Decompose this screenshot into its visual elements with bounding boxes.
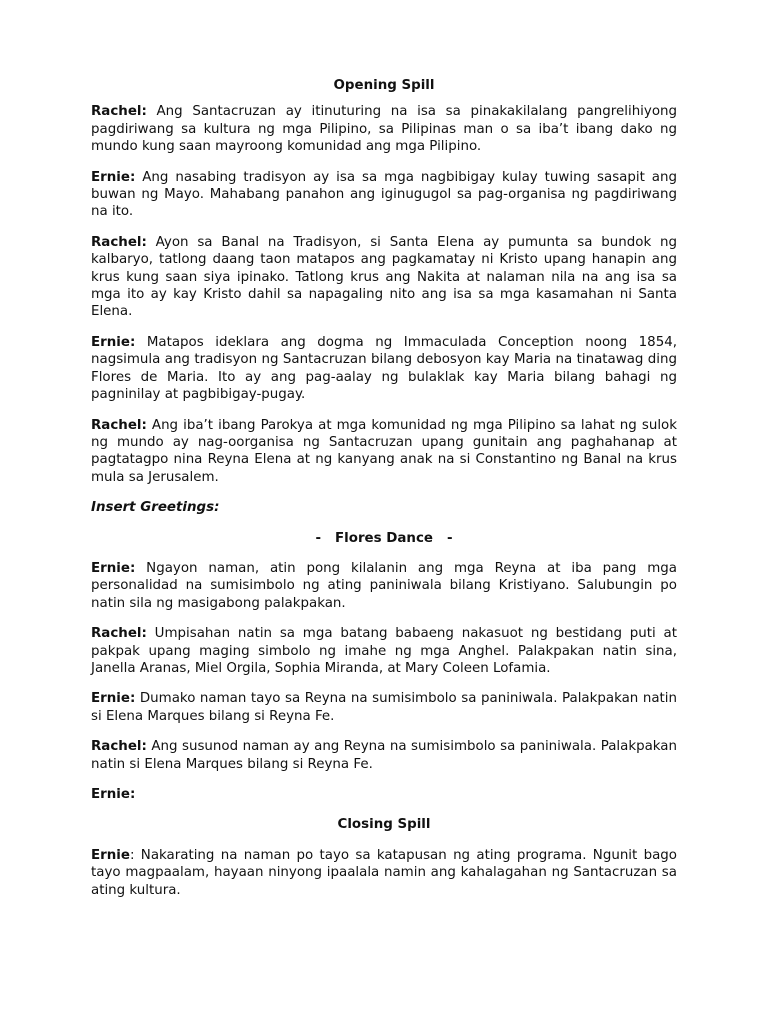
speaker-label: Ernie:	[91, 691, 136, 707]
speaker-label: Rachel:	[91, 104, 147, 120]
opening-spill-heading: Opening Spill	[333, 78, 435, 93]
paragraph-text: Ang Santacruzan ay itinuturing na isa sa pinakakilalang pangrelihiyong pagdiriwang sa kultura ng mga Pilipino, sa Pilipinas man o sa iba’t ibang dako ng mundo kung saan mayroong komunidad ang mga Pilipino.	[91, 104, 677, 155]
speaker-label: Ernie:	[91, 169, 136, 185]
paragraph-text: : Nakarating na naman po tayo sa katapusan ng ating programa. Ngunit bago tayo magpaalam, hayaan ninyong ipaalala namin ang kahalagahan ng Santacruzan sa ating kultura.	[91, 847, 677, 898]
document-page	[91, 77, 677, 912]
speaker-label: Ernie:	[91, 787, 136, 802]
paragraph-text: Dumako naman tayo sa Reyna na sumisimbolo sa paniniwala. Palakpakan natin si Elena Marques bilang si Reyna Fe.	[91, 691, 677, 724]
speaker-label: Rachel:	[91, 626, 147, 642]
paragraph	[91, 786, 677, 803]
paragraph-text: Umpisahan natin sa mga batang babaeng nakasuot ng bestidang puti at pakpak upang maging simbolo ng imahe ng mga Anghel. Palakpakan natin sina, Janella Aranas, Miel Orgila, Sophia Miranda, at Mary Coleen Lofamia.	[91, 626, 677, 676]
paragraph	[91, 169, 677, 221]
paragraph	[91, 560, 677, 612]
paragraph	[91, 234, 677, 321]
speaker-label: Rachel:	[91, 417, 147, 433]
paragraph-text: Ang nasabing tradisyon ay isa sa mga nagbibigay kulay tuwing sasapit ang buwan ng Mayo. Mahabang panahon ang iginugugol sa pag-organisa ng pagdiriwang na ito.	[91, 169, 677, 220]
speaker-label: Ernie	[91, 847, 130, 863]
speaker-label: Rachel:	[91, 234, 147, 250]
paragraph	[91, 625, 677, 677]
paragraph-text: Matapos ideklara ang dogma ng Immaculada Conception noong 1854, nagsimula ang tradisyon ng Santacruzan bilang debosyon kay Maria na tinatawag ding Flores de Maria. Ito ay ang pag-aalay ng bulaklak kay Maria bilang bahagi ng pagninilay at pagbibigay-pugay.	[91, 334, 677, 403]
paragraph-text: Ayon sa Banal na Tradisyon, si Santa Elena ay pumunta sa bundok ng kalbaryo, tatlong daang taon matapos ang pagkamatay ni Kristo upang hanapin ang krus kung saan siya ipinako. Tatlong krus ang Nakita at nalaman nila na ang isa sa mga ito ay kay Kristo dahil sa napagaling nito ang isa sa mga kasamahan ni Santa Elena.	[91, 234, 677, 320]
speaker-label: Ernie:	[91, 334, 136, 350]
insert-greetings-label: Insert Greetings:	[91, 500, 220, 516]
paragraph	[91, 738, 677, 773]
closing-spill-heading: Closing Spill	[337, 817, 431, 833]
paragraph	[91, 847, 677, 899]
paragraph	[91, 334, 677, 404]
paragraph	[91, 103, 677, 155]
flores-dance-heading: - Flores Dance -	[315, 530, 453, 546]
speaker-label: Ernie:	[91, 560, 136, 576]
paragraph	[91, 417, 677, 487]
speaker-label: Rachel:	[91, 739, 147, 755]
paragraph	[91, 690, 677, 725]
paragraph-text: Ang susunod naman ay ang Reyna na sumisimbolo sa paniniwala. Palakpakan natin si Elena Marques bilang si Reyna Fe.	[91, 739, 677, 772]
paragraph-text: Ngayon naman, atin pong kilalanin ang mga Reyna at iba pang mga personalidad na sumisimbolo ng ating paniniwala bilang Kristiyano. Salubungin po natin sila ng masigabong palakpakan.	[91, 560, 677, 611]
paragraph-text: Ang iba’t ibang Parokya at mga komunidad ng mga Pilipino sa lahat ng sulok ng mundo ay nag-oorganisa ng Santacruzan upang gunitain ang paghahanap at pagtatagpo nina Reyna Elena at ng kanyang anak na si Constantino ng Banal na krus mula sa Jerusalem.	[91, 417, 677, 485]
